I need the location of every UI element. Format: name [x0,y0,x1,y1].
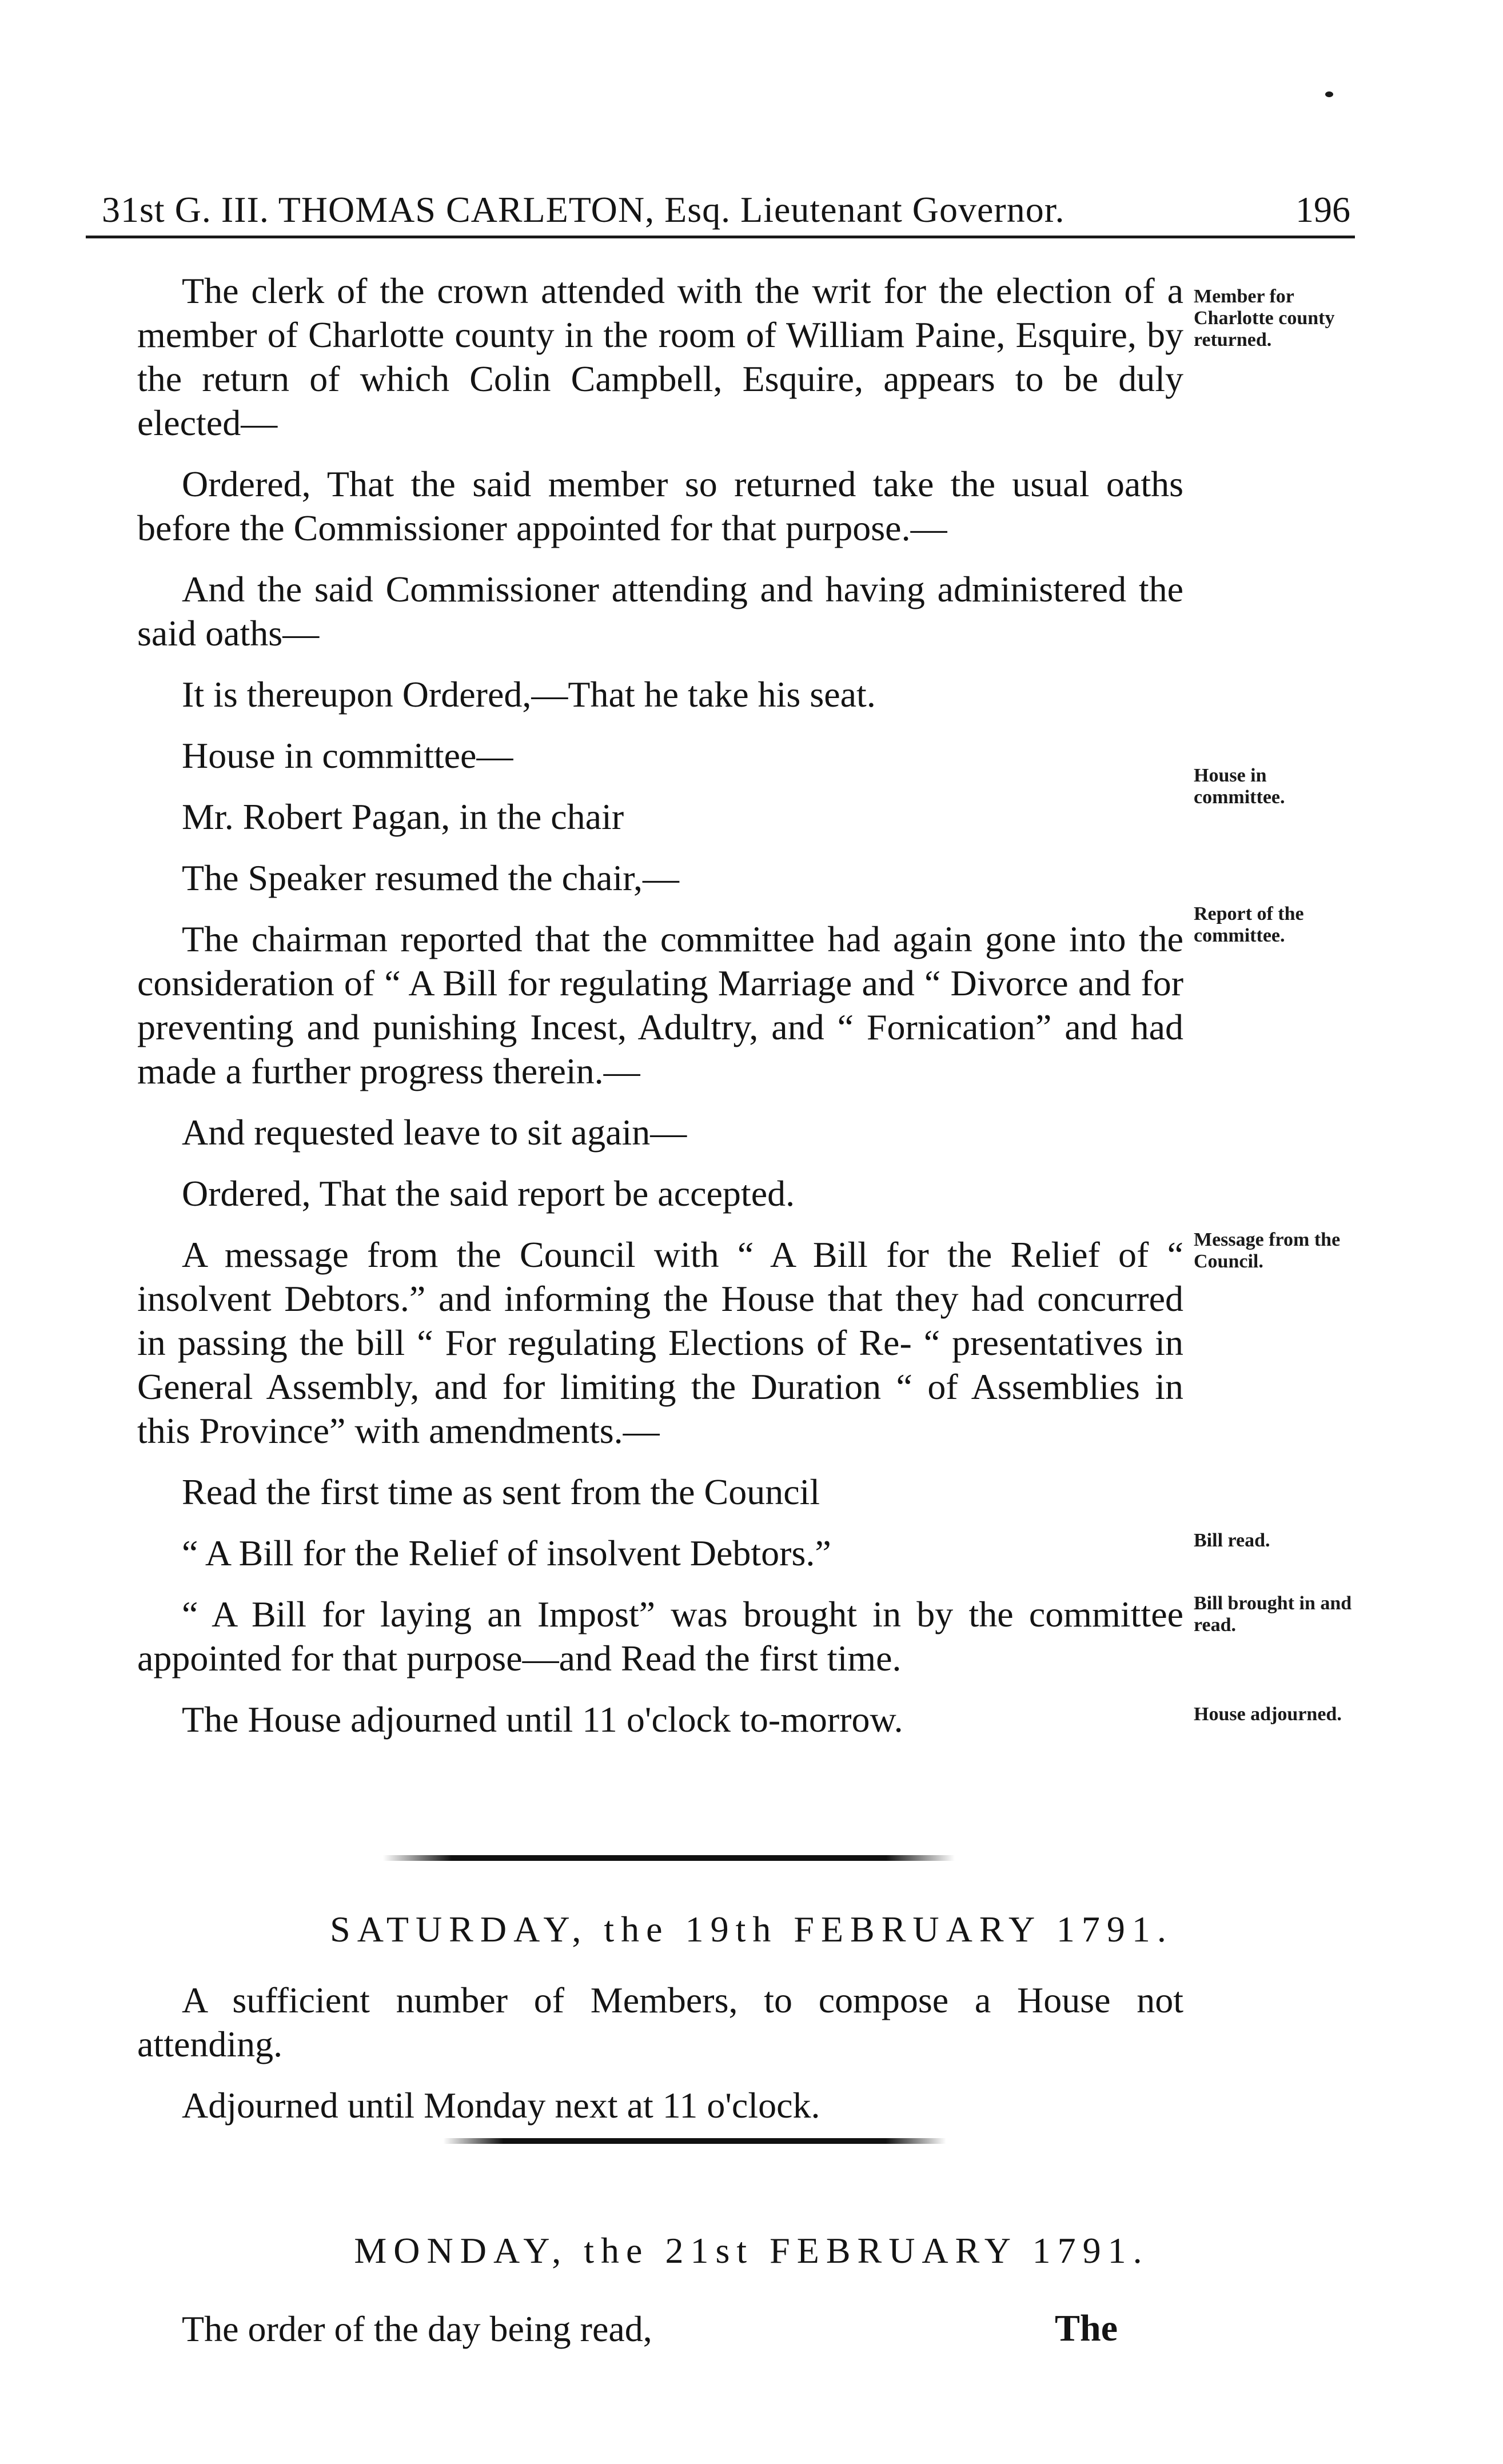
paragraph-commissioner: And the said Commissioner attending and having administered the said oaths— [137,569,1183,653]
margin-note-message-from-council: Message from the Council. [1194,1229,1341,1272]
paragraph-house-in-committee: House in committee— [182,735,513,776]
section-divider-rule [383,1855,955,1861]
margin-note-bill-read: Bill read. [1194,1530,1270,1551]
catchword: The [1055,2307,1118,2349]
ink-speck [1325,91,1333,97]
running-head: 31st G. III. THOMAS CARLETON, Esq. Lieutenant Governor. [102,189,1065,230]
paragraph-order-of-day: The order of the day being read, [182,2308,652,2349]
paragraph-insolvent-bill: “ A Bill for the Relief of insolvent Debtors.” [182,1533,831,1573]
page-number: 196 [1295,189,1350,230]
saturday-date-heading: SATURDAY, the 19th FEBRUARY 1791. [330,1909,1173,1949]
margin-note-member-returned: Member for Charlotte county returned. [1194,286,1335,350]
monday-date-heading: MONDAY, the 21st FEBRUARY 1791. [354,2230,1149,2271]
paragraph-leave-to-sit: And requested leave to sit again— [182,1112,687,1153]
paragraph-read-first-time: Read the first time as sent from the Council [182,1472,820,1512]
margin-note-house-in-committee: House in committee. [1194,765,1285,808]
section-divider-rule [443,2138,946,2144]
paragraph-no-quorum: A sufficient number of Members, to compose a House not attending. [137,1980,1183,2064]
paragraph-speaker-resumed: The Speaker resumed the chair,— [182,858,679,898]
paragraph-committee-report: The chairman reported that the committee had again gone into the consideration of “ A Bill for regulating Marriage and “ Divorce and for preventing and punishing Incest, Adultry, and “ Fornication” and had made a further progress therein.— [137,919,1183,1091]
margin-note-bill-brought-in: Bill brought in and read. [1194,1593,1352,1636]
body-text-day1 [137,269,1183,1759]
paragraph-house-adjourned: The House adjourned until 11 o'clock to-morrow. [182,1699,903,1740]
margin-note-house-adjourned: House adjourned. [1194,1704,1342,1725]
paragraph-council-message: A message from the Council with “ A Bill for the Relief of “ insolvent Debtors.” and informing the House that they had concurred in passing the bill “ For regulating Elections of Re- “ presentatives in General Assembly, and for limiting the Duration “ of Assemblies in this Province” with amendments.— [137,1234,1183,1451]
body-text-monday [137,2307,1183,2368]
paragraph-take-seat: It is thereupon Ordered,—That he take his seat. [182,674,876,715]
body-text-saturday [137,1978,1183,2144]
margin-note-report-of-committee: Report of the committee. [1194,903,1304,946]
paragraph-writ-of-election: The clerk of the crown attended with the writ for the election of a member of Charlotte county in the room of William Paine, Esquire, by the return of which Colin Campbell, Esquire, appears to be duly elected— [137,270,1183,443]
paragraph-chairman: Mr. Robert Pagan, in the chair [182,796,624,837]
paragraph-impost-bill: “ A Bill for laying an Impost” was brought in by the committee appointed for that purpose—and Read the first time. [137,1594,1183,1678]
page-header [86,184,1355,238]
paragraph-adjourned-monday: Adjourned until Monday next at 11 o'clock. [182,2085,820,2126]
paragraph-oaths-ordered: Ordered, That the said member so returned take the usual oaths before the Commissioner appointed for that purpose.— [137,464,1183,548]
paragraph-report-accepted: Ordered, That the said report be accepted. [182,1173,795,1214]
